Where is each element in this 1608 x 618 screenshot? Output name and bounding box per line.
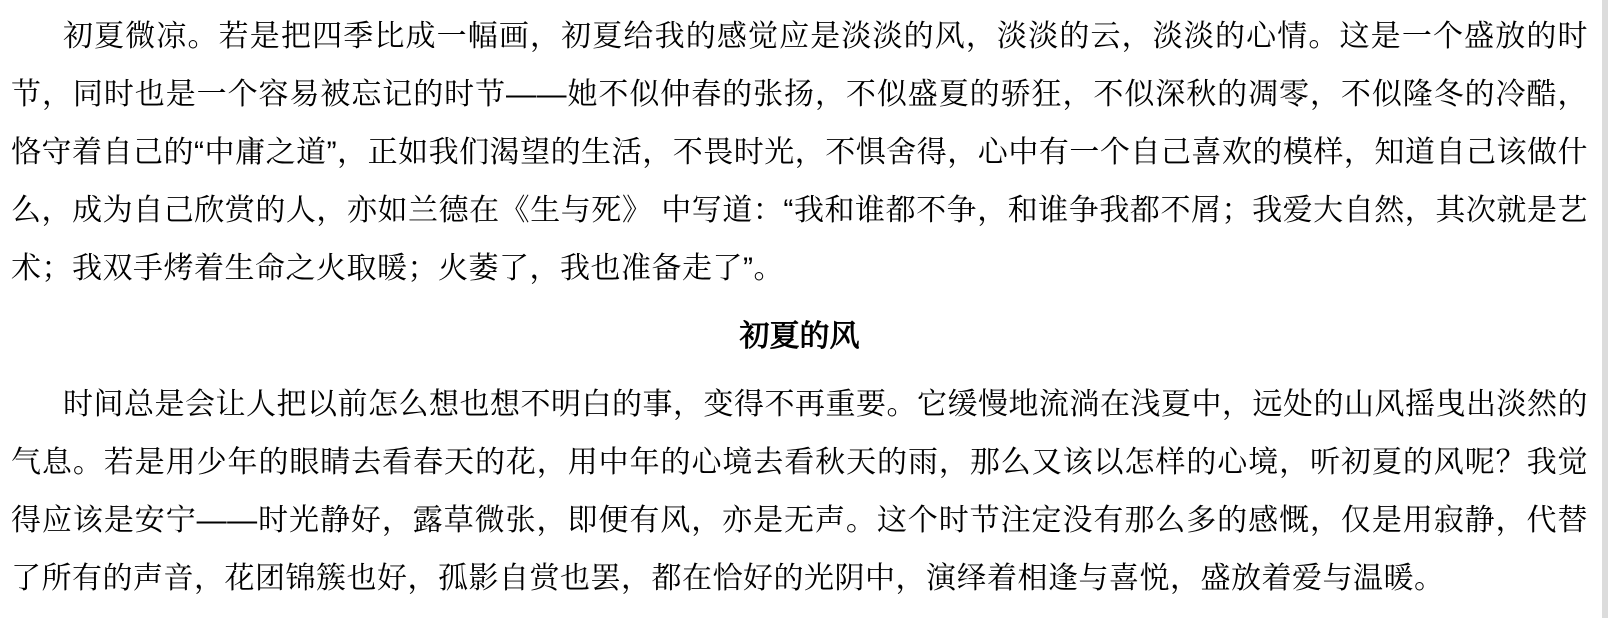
scrollbar-track[interactable] [1602,0,1608,618]
paragraph-early-summer-wind: 时间总是会让人把以前怎么想也想不明白的事，变得不再重要。它缓慢地流淌在浅夏中，远处的山风摇曳出淡然的气息。若是用少年的眼睛去看春天的花，用中年的心境去看秋天的雨，那么又该以怎样的心境，听初夏的风呢？我觉得应该是安宁——时光静好，露草微张，即便有风，亦是无声。这个时节注定没有那么多的感慨，仅是用寂静，代替了所有的声音，花团锦簇也好，孤影自赏也罢，都在恰好的光阴中，演绎着相逢与喜悦，盛放着爱与温暖。 [11,388,1588,595]
paragraph-intro-early-summer: 初夏微凉。若是把四季比成一幅画，初夏给我的感觉应是淡淡的风，淡淡的云，淡淡的心情。这是一个盛放的时节，同时也是一个容易被忘记的时节——她不似仲春的张扬，不似盛夏的骄狂，不似深秋的凋零，不似隆冬的冷酷，恪守着自己的“中庸之道”，正如我们渴望的生活，不畏时光，不惧舍得，心中有一个自己喜欢的模样，知道自己该做什么，成为自己欣赏的人，亦如兰德在《生与死》 中写道：“我和谁都不争，和谁争我都不屑；我爱大自然，其次就是艺术；我双手烤着生命之火取暖；火萎了，我也准备走了”。 [11,20,1588,285]
section-title-early-summer-wind: 初夏的风 [739,320,860,353]
